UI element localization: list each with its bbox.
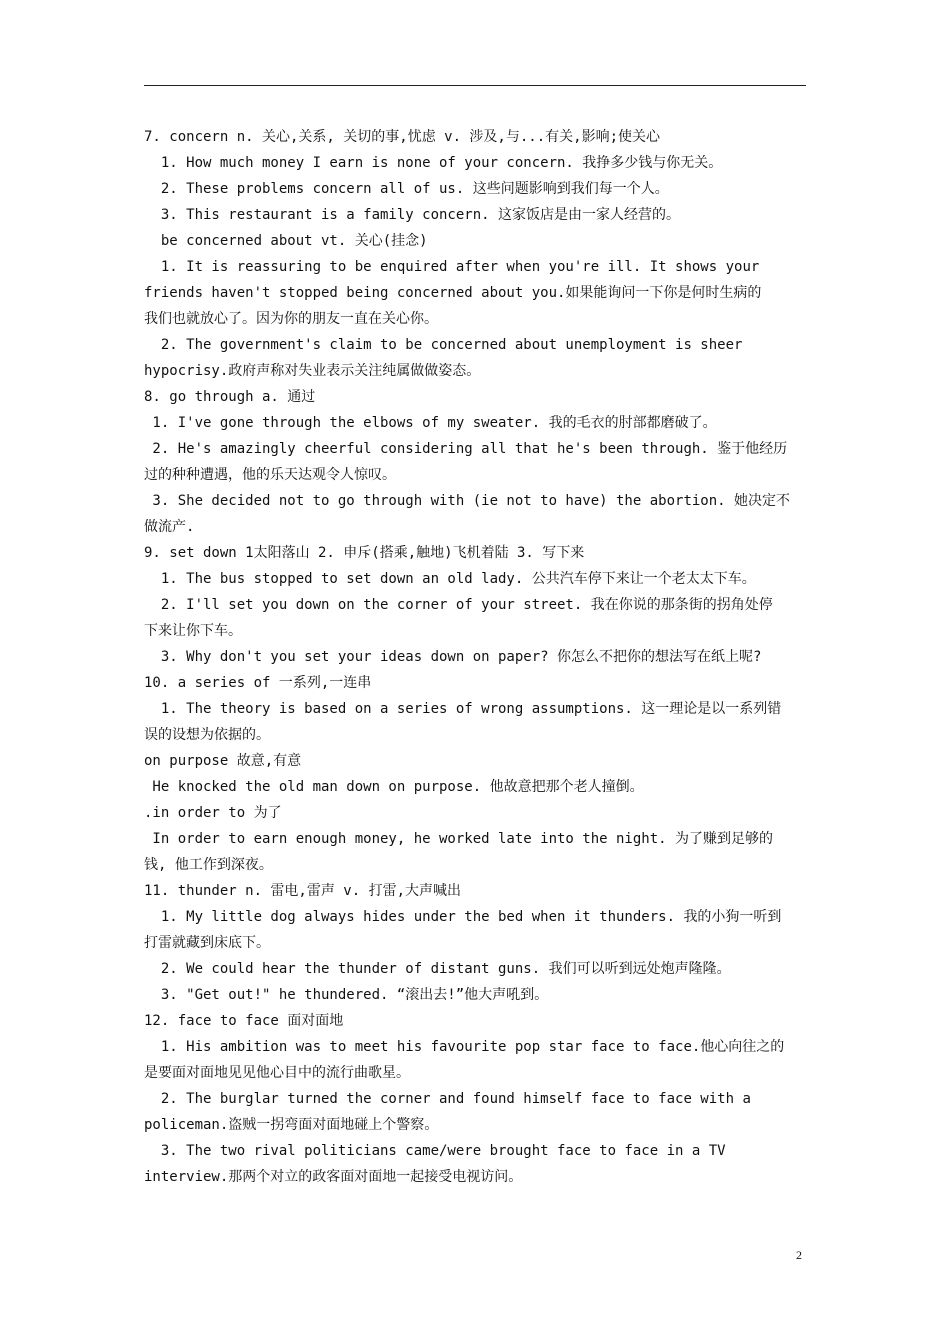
text-line: 下来让你下车。 bbox=[144, 623, 242, 639]
text-line: 3. She decided not to go through with (ie not to have) the abortion. 她决定不 bbox=[144, 493, 791, 509]
text-line: 1. The bus stopped to set down an old lady. 公共汽车停下来让一个老太太下车。 bbox=[144, 571, 756, 587]
text-line: 3. "Get out!" he thundered. “滚出去!”他大声吼到。 bbox=[144, 987, 549, 1003]
document-body bbox=[144, 124, 806, 1190]
text-line: 10. a series of 一系列,一连串 bbox=[144, 675, 372, 691]
text-line: 1. It is reassuring to be enquired after when you're ill. It shows your bbox=[144, 259, 760, 275]
text-line: be concerned about vt. 关心(挂念) bbox=[144, 233, 428, 249]
text-line: interview.那两个对立的政客面对面地一起接受电视访问。 bbox=[144, 1169, 523, 1185]
text-line: 3. Why don't you set your ideas down on paper? 你怎么不把你的想法写在纸上呢? bbox=[144, 649, 762, 665]
text-line: .in order to 为了 bbox=[144, 805, 282, 821]
text-line: 12. face to face 面对面地 bbox=[144, 1013, 344, 1029]
text-line: policeman.盗贼一拐弯面对面地碰上个警察。 bbox=[144, 1117, 439, 1133]
text-line: 2. I'll set you down on the corner of your street. 我在你说的那条街的拐角处停 bbox=[144, 597, 773, 613]
text-line: 我们也就放心了。因为你的朋友一直在关心你。 bbox=[144, 311, 438, 327]
text-line: 11. thunder n. 雷电,雷声 v. 打雷,大声喊出 bbox=[144, 883, 462, 899]
text-line: friends haven't stopped being concerned about you.如果能询问一下你是何时生病的 bbox=[144, 285, 762, 301]
text-line: 8. go through a. 通过 bbox=[144, 389, 316, 405]
text-line: 1. I've gone through the elbows of my sweater. 我的毛衣的肘部都磨破了。 bbox=[144, 415, 717, 431]
text-line: He knocked the old man down on purpose. 他故意把那个老人撞倒。 bbox=[144, 779, 644, 795]
text-line: 2. He's amazingly cheerful considering all that he's been through. 鉴于他经历 bbox=[144, 441, 788, 457]
text-line: 误的设想为依据的。 bbox=[144, 727, 270, 743]
text-line: 钱, 他工作到深夜。 bbox=[144, 857, 273, 873]
text-line: 3. The two rival politicians came/were brought face to face in a TV bbox=[144, 1143, 726, 1159]
text-line: 过的种种遭遇，他的乐天达观令人惊叹。 bbox=[144, 467, 396, 483]
text-line: 9. set down 1太阳落山 2. 申斥(搭乘,触地)飞机着陆 3. 写下来 bbox=[144, 545, 585, 561]
text-line: 2. We could hear the thunder of distant guns. 我们可以听到远处炮声隆隆。 bbox=[144, 961, 731, 977]
text-line: 做流产. bbox=[144, 519, 195, 535]
text-line: on purpose 故意,有意 bbox=[144, 753, 302, 769]
text-line: 7. concern n. 关心,关系, 关切的事,忧虑 v. 涉及,与...有关,影响;使关心 bbox=[144, 129, 661, 145]
text-line: 打雷就藏到床底下。 bbox=[144, 935, 270, 951]
text-line: 1. His ambition was to meet his favourite pop star face to face.他心向往之的 bbox=[144, 1039, 785, 1055]
header-rule bbox=[144, 85, 806, 86]
text-line: 2. These problems concern all of us. 这些问题影响到我们每一个人。 bbox=[144, 181, 669, 197]
text-line: 是要面对面地见见他心目中的流行曲歌星。 bbox=[144, 1065, 410, 1081]
text-line: In order to earn enough money, he worked late into the night. 为了赚到足够的 bbox=[144, 831, 774, 847]
text-line: 1. How much money I earn is none of your concern. 我挣多少钱与你无关。 bbox=[144, 155, 723, 171]
page-number: 2 bbox=[796, 1248, 802, 1262]
text-line: 2. The burglar turned the corner and found himself face to face with a bbox=[144, 1091, 751, 1107]
text-line: 1. My little dog always hides under the bed when it thunders. 我的小狗一听到 bbox=[144, 909, 782, 925]
text-line: 3. This restaurant is a family concern. 这家饭店是由一家人经营的。 bbox=[144, 207, 681, 223]
text-line: 1. The theory is based on a series of wrong assumptions. 这一理论是以一系列错 bbox=[144, 701, 782, 717]
text-line: 2. The government's claim to be concerned about unemployment is sheer bbox=[144, 337, 743, 353]
text-line: hypocrisy.政府声称对失业表示关注纯属做做姿态。 bbox=[144, 363, 481, 379]
